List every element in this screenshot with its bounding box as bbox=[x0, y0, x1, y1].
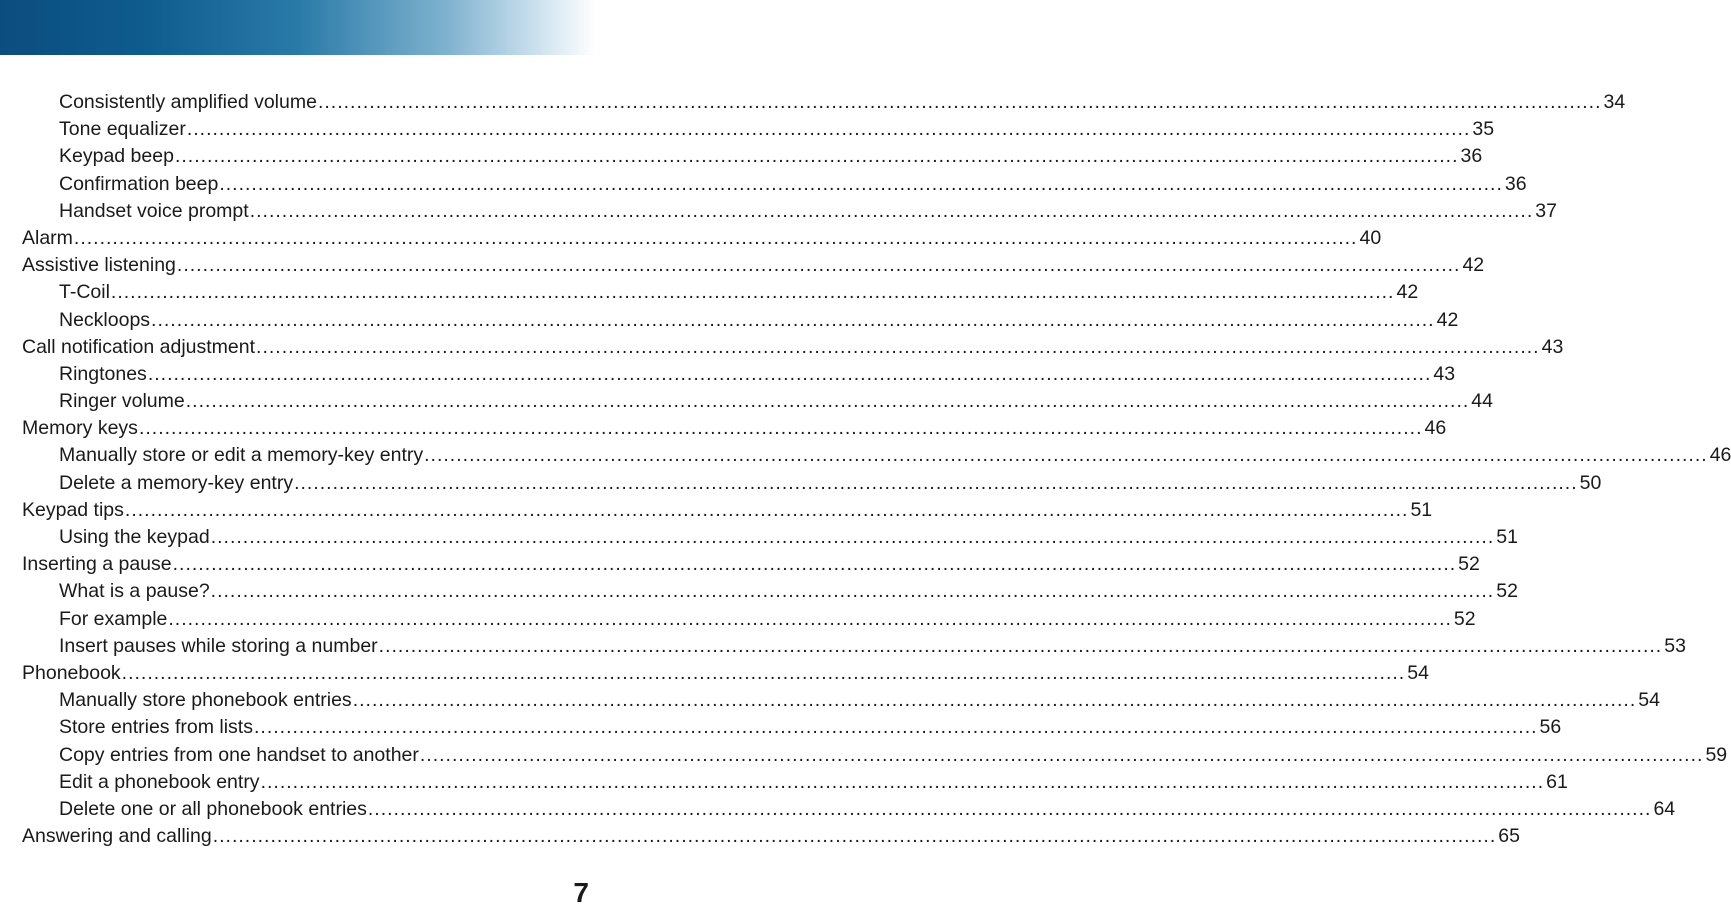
toc-entry-title: Consistently amplified volume bbox=[59, 91, 317, 113]
toc-entry-page: 34 bbox=[1603, 91, 1626, 113]
toc-entry bbox=[22, 823, 1520, 850]
toc-entry-page: 46 bbox=[1424, 417, 1447, 440]
toc-subsection-row[interactable] bbox=[0, 470, 1602, 497]
toc-section-row[interactable] bbox=[0, 660, 1429, 687]
toc-entry-page: 52 bbox=[1453, 607, 1476, 630]
toc-entry-page: 53 bbox=[1664, 634, 1686, 657]
toc-entry-page: 56 bbox=[1539, 716, 1562, 739]
toc-entry-title: Insert pauses while storing a number bbox=[59, 634, 378, 657]
toc-entry-page: 43 bbox=[1433, 362, 1456, 385]
dot-leader: ........................................................................................................................................................................................................ bbox=[249, 199, 1534, 222]
dot-leader: ........................................................................................................................................................................................................ bbox=[151, 308, 1435, 331]
toc-entry-title: Confirmation beep bbox=[59, 172, 219, 195]
toc-entry-page: 36 bbox=[1504, 172, 1527, 195]
toc-entry-title: Keypad tips bbox=[22, 498, 124, 521]
dot-leader: ........................................................................................................................................................................................................ bbox=[138, 417, 1423, 440]
toc-entry bbox=[59, 279, 1419, 306]
toc-entry bbox=[59, 116, 1495, 143]
toc-entry-title: Assistive listening bbox=[22, 254, 176, 277]
toc-entry-page: 37 bbox=[1535, 199, 1557, 222]
toc-entry bbox=[59, 796, 1676, 823]
toc-entry bbox=[59, 578, 1518, 605]
dot-leader: ........................................................................................................................................................................................................ bbox=[176, 254, 1461, 277]
toc-entry bbox=[59, 633, 1686, 660]
toc-entry-title: Ringtones bbox=[59, 362, 147, 385]
table-of-contents bbox=[0, 89, 1731, 850]
toc-entry bbox=[59, 742, 1728, 769]
toc-entry-title: Memory keys bbox=[22, 417, 138, 440]
dot-leader: ........................................................................................................................................................................................................ bbox=[212, 825, 1497, 848]
toc-entry-page: 65 bbox=[1498, 825, 1520, 848]
toc-entry-title: Tone equalizer bbox=[59, 118, 186, 141]
dot-leader: ........................................................................................................................................................................................................ bbox=[121, 661, 1406, 684]
toc-entry-title: Keypad beep bbox=[59, 145, 174, 168]
toc-entry-page: 42 bbox=[1462, 254, 1485, 277]
toc-subsection-row[interactable] bbox=[0, 116, 1495, 143]
dot-leader: ........................................................................................................................................................................................................ bbox=[424, 444, 1708, 467]
toc-section-row[interactable] bbox=[0, 497, 1433, 524]
toc-entry-page: 44 bbox=[1471, 390, 1493, 413]
dot-leader: ........................................................................................................................................................................................................ bbox=[352, 689, 1637, 712]
toc-subsection-row[interactable] bbox=[0, 361, 1456, 388]
toc-entry-page: 51 bbox=[1496, 526, 1518, 548]
toc-entry-title: Call notification adjustment bbox=[22, 335, 256, 358]
dot-leader: ........................................................................................................................................................................................................ bbox=[317, 91, 1602, 113]
toc-entry-page: 42 bbox=[1396, 281, 1419, 304]
toc-subsection-row[interactable] bbox=[0, 687, 1660, 714]
toc-subsection-row[interactable] bbox=[0, 578, 1518, 605]
toc-entry-page: 52 bbox=[1496, 580, 1518, 603]
toc-entry bbox=[59, 307, 1459, 334]
dot-leader: ........................................................................................................................................................................................................ bbox=[168, 607, 1452, 630]
toc-entry-title: Copy entries from one handset to another bbox=[59, 743, 419, 766]
dot-leader: ........................................................................................................................................................................................................ bbox=[124, 498, 1409, 521]
toc-entry-page: 36 bbox=[1460, 145, 1483, 168]
toc-entry-page: 61 bbox=[1546, 770, 1568, 793]
toc-entry-title: Delete a memory-key entry bbox=[59, 471, 294, 494]
toc-entry bbox=[59, 442, 1731, 469]
toc-entry bbox=[59, 769, 1568, 796]
toc-entry-page: 50 bbox=[1579, 471, 1602, 494]
toc-entry-title: For example bbox=[59, 607, 168, 630]
toc-subsection-row[interactable] bbox=[0, 279, 1419, 306]
toc-entry bbox=[59, 143, 1483, 170]
dot-leader: ........................................................................................................................................................................................................ bbox=[210, 580, 1495, 603]
toc-entry-title: Neckloops bbox=[59, 308, 151, 331]
toc-entry bbox=[22, 497, 1433, 524]
toc-subsection-row[interactable] bbox=[0, 307, 1459, 334]
toc-entry bbox=[59, 171, 1527, 198]
toc-entry-title: Inserting a pause bbox=[22, 553, 172, 576]
toc-entry bbox=[59, 89, 1626, 116]
toc-entry-page: 54 bbox=[1407, 661, 1429, 684]
toc-entry bbox=[59, 524, 1518, 551]
toc-entry-title: Answering and calling bbox=[22, 825, 212, 848]
dot-leader: ........................................................................................................................................................................................................ bbox=[419, 743, 1704, 766]
toc-subsection-row[interactable] bbox=[0, 442, 1731, 469]
toc-entry bbox=[59, 606, 1476, 633]
dot-leader: ........................................................................................................................................................................................................ bbox=[253, 716, 1538, 739]
toc-entry-title: Store entries from lists bbox=[59, 716, 253, 739]
toc-entry-page: 40 bbox=[1359, 226, 1382, 249]
toc-entry-title: Using the keypad bbox=[59, 526, 210, 548]
toc-subsection-row[interactable] bbox=[0, 524, 1518, 551]
toc-entry bbox=[22, 415, 1447, 442]
toc-entry-page: 54 bbox=[1638, 689, 1660, 712]
toc-entry-page: 64 bbox=[1653, 797, 1676, 820]
toc-section-row[interactable] bbox=[0, 551, 1480, 578]
dot-leader: ........................................................................................................................................................................................................ bbox=[219, 172, 1503, 195]
toc-entry-title: T-Coil bbox=[59, 281, 110, 304]
toc-entry-title: Edit a phonebook entry bbox=[59, 770, 260, 793]
toc-entry-title: Ringer volume bbox=[59, 390, 185, 413]
toc-subsection-row[interactable] bbox=[0, 633, 1686, 660]
dot-leader: ........................................................................................................................................................................................................ bbox=[73, 226, 1358, 249]
toc-subsection-row[interactable] bbox=[0, 742, 1728, 769]
toc-subsection-row[interactable] bbox=[0, 796, 1676, 823]
toc-entry-title: Alarm bbox=[22, 226, 73, 249]
dot-leader: ........................................................................................................................................................................................................ bbox=[378, 634, 1663, 657]
dot-leader: ........................................................................................................................................................................................................ bbox=[256, 335, 1540, 358]
toc-entry-page: 59 bbox=[1705, 743, 1728, 766]
dot-leader: ........................................................................................................................................................................................................ bbox=[294, 471, 1578, 494]
toc-entry-title: Delete one or all phonebook entries bbox=[59, 797, 367, 820]
toc-subsection-row[interactable] bbox=[0, 198, 1557, 225]
dot-leader: ........................................................................................................................................................................................................ bbox=[367, 797, 1652, 820]
toc-section-row[interactable] bbox=[0, 225, 1382, 252]
toc-entry bbox=[59, 470, 1602, 497]
toc-subsection-row[interactable] bbox=[0, 143, 1483, 170]
dot-leader: ........................................................................................................................................................................................................ bbox=[172, 553, 1457, 576]
dot-leader: ........................................................................................................................................................................................................ bbox=[260, 770, 1545, 793]
toc-entry bbox=[22, 225, 1382, 252]
toc-subsection-row[interactable] bbox=[0, 714, 1562, 741]
toc-subsection-row[interactable] bbox=[0, 769, 1568, 796]
dot-leader: ........................................................................................................................................................................................................ bbox=[110, 281, 1395, 304]
toc-subsection-row[interactable] bbox=[0, 606, 1476, 633]
dot-leader: ........................................................................................................................................................................................................ bbox=[210, 526, 1495, 548]
toc-entry bbox=[22, 334, 1564, 361]
toc-entry-page: 42 bbox=[1436, 308, 1459, 331]
toc-entry-page: 46 bbox=[1709, 444, 1731, 467]
dot-leader: ........................................................................................................................................................................................................ bbox=[185, 390, 1470, 413]
toc-entry bbox=[59, 687, 1660, 714]
toc-entry-title: Manually store or edit a memory-key entry bbox=[59, 444, 424, 467]
header-gradient-band bbox=[0, 0, 596, 55]
dot-leader: ........................................................................................................................................................................................................ bbox=[174, 145, 1459, 168]
toc-entry-title: What is a pause? bbox=[59, 580, 210, 603]
toc-entry bbox=[22, 660, 1429, 687]
toc-entry bbox=[59, 388, 1493, 415]
toc-section-row[interactable] bbox=[0, 252, 1485, 279]
toc-entry-title: Handset voice prompt bbox=[59, 199, 249, 222]
dot-leader: ........................................................................................................................................................................................................ bbox=[186, 118, 1471, 141]
toc-entry-page: 52 bbox=[1458, 553, 1480, 576]
toc-entry bbox=[59, 361, 1456, 388]
toc-subsection-row[interactable] bbox=[0, 388, 1493, 415]
toc-entry bbox=[22, 551, 1480, 578]
toc-entry bbox=[59, 714, 1562, 741]
toc-section-row[interactable] bbox=[0, 334, 1564, 361]
toc-entry-title: Phonebook bbox=[22, 661, 121, 684]
toc-entry-title: Manually store phonebook entries bbox=[59, 689, 352, 712]
toc-entry-page: 43 bbox=[1541, 335, 1564, 358]
toc-entry-page: 35 bbox=[1472, 118, 1495, 141]
toc-entry bbox=[59, 198, 1557, 225]
toc-section-row[interactable] bbox=[0, 415, 1447, 442]
toc-subsection-row[interactable] bbox=[0, 171, 1527, 198]
dot-leader: ........................................................................................................................................................................................................ bbox=[147, 362, 1432, 385]
page-number: 7 bbox=[573, 877, 589, 908]
toc-subsection-row[interactable] bbox=[0, 89, 1626, 116]
toc-section-row[interactable] bbox=[0, 823, 1520, 850]
toc-entry-page: 51 bbox=[1410, 498, 1433, 521]
toc-entry bbox=[22, 252, 1485, 279]
